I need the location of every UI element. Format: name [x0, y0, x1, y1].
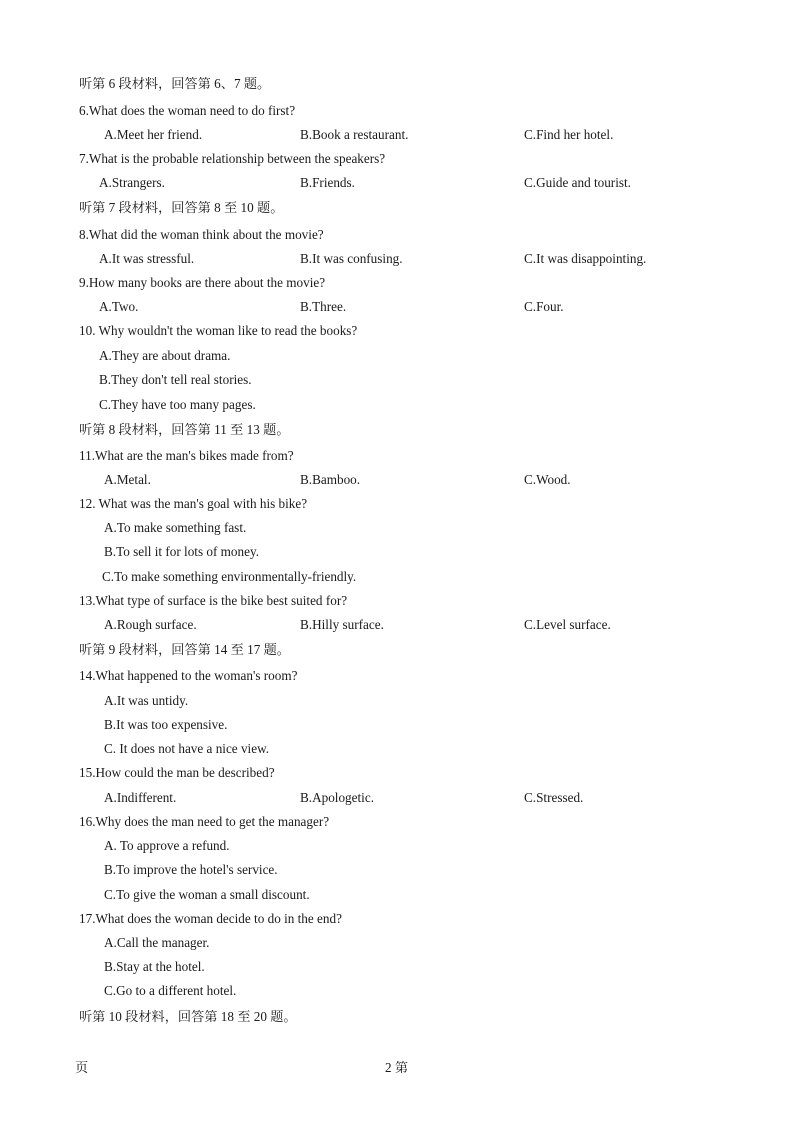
section-heading — [0, 640, 794, 660]
option-b: B.Stay at the hotel. — [104, 959, 205, 974]
option-a: A.Rough surface. — [104, 617, 197, 632]
option-b: B.To improve the hotel's service. — [104, 862, 278, 877]
option-row — [0, 125, 794, 145]
question-stem — [0, 812, 794, 832]
section-heading — [0, 1007, 794, 1027]
question-stem-text: 15.How could the man be described? — [79, 765, 275, 780]
option-a: A.It was untidy. — [104, 693, 189, 708]
option-row — [0, 173, 794, 193]
option-b: B.Hilly surface. — [300, 617, 384, 632]
option-row — [0, 691, 794, 711]
option-c: C.Stressed. — [524, 790, 584, 805]
question-stem — [0, 591, 794, 611]
option-b: B.Friends. — [300, 175, 355, 190]
option-c: C.Four. — [524, 299, 564, 314]
question-stem — [0, 273, 794, 293]
option-row — [0, 346, 794, 366]
option-b: B.It was too expensive. — [104, 717, 228, 732]
option-c: C.Go to a different hotel. — [104, 983, 237, 998]
option-row — [0, 836, 794, 856]
option-a: A.It was stressful. — [99, 251, 195, 266]
question-stem — [0, 101, 794, 121]
section-heading-text: 听第 7 段材料，回答第 8 至 10 题。 — [79, 200, 284, 215]
option-b: B.To sell it for lots of money. — [104, 544, 259, 559]
option-row — [0, 395, 794, 415]
question-stem — [0, 666, 794, 686]
section-heading — [0, 420, 794, 440]
option-a: A.Two. — [99, 299, 139, 314]
option-row — [0, 860, 794, 880]
footer-left-text: 页 — [75, 1060, 89, 1075]
option-row — [0, 542, 794, 562]
option-c: C.Find her hotel. — [524, 127, 614, 142]
option-row — [0, 957, 794, 977]
question-stem — [0, 149, 794, 169]
section-heading — [0, 198, 794, 218]
section-heading-text: 听第 10 段材料，回答第 18 至 20 题。 — [79, 1009, 297, 1024]
option-a: A. To approve a refund. — [104, 838, 230, 853]
question-stem-text: 9.How many books are there about the movie? — [79, 275, 326, 290]
option-a: A.They are about drama. — [99, 348, 231, 363]
footer-page-number: 2 第 — [385, 1060, 409, 1075]
question-stem-text: 11.What are the man's bikes made from? — [79, 448, 294, 463]
option-c: C.Guide and tourist. — [524, 175, 631, 190]
option-b: B.Book a restaurant. — [300, 127, 409, 142]
option-row — [0, 885, 794, 905]
option-c: C.To give the woman a small discount. — [104, 887, 310, 902]
question-stem-text: 8.What did the woman think about the movie? — [79, 227, 324, 242]
question-stem-text: 13.What type of surface is the bike best suited for? — [79, 593, 348, 608]
option-b: B.It was confusing. — [300, 251, 403, 266]
option-row — [0, 249, 794, 269]
section-heading-text: 听第 6 段材料，回答第 6、7 题。 — [79, 76, 271, 91]
question-stem-text: 14.What happened to the woman's room? — [79, 668, 298, 683]
option-row — [0, 715, 794, 735]
question-stem — [0, 446, 794, 466]
question-stem — [0, 494, 794, 514]
option-row — [0, 518, 794, 538]
option-row — [0, 370, 794, 390]
section-heading — [0, 74, 794, 94]
option-row — [0, 933, 794, 953]
option-a: A.Metal. — [104, 472, 151, 487]
section-heading-text: 听第 8 段材料，回答第 11 至 13 题。 — [79, 422, 290, 437]
option-row — [0, 297, 794, 317]
section-heading-text: 听第 9 段材料，回答第 14 至 17 题。 — [79, 642, 290, 657]
question-stem-text: 10. Why wouldn't the woman like to read the books? — [79, 323, 358, 338]
question-stem — [0, 321, 794, 341]
option-a: A.To make something fast. — [104, 520, 247, 535]
option-c: C.It was disappointing. — [524, 251, 647, 266]
option-c: C.Wood. — [524, 472, 571, 487]
option-c: C.Level surface. — [524, 617, 611, 632]
option-b: B.Bamboo. — [300, 472, 361, 487]
question-stem — [0, 909, 794, 929]
question-stem — [0, 763, 794, 783]
option-b: B.Apologetic. — [300, 790, 374, 805]
question-stem-text: 17.What does the woman decide to do in the end? — [79, 911, 342, 926]
option-c: C. It does not have a nice view. — [104, 741, 270, 756]
option-b: B.They don't tell real stories. — [99, 372, 252, 387]
question-stem-text: 12. What was the man's goal with his bike? — [79, 496, 308, 511]
option-row — [0, 567, 794, 587]
option-row — [0, 981, 794, 1001]
question-stem-text: 6.What does the woman need to do first? — [79, 103, 296, 118]
question-stem — [0, 225, 794, 245]
option-c: C.To make something environmentally-friendly. — [102, 569, 357, 584]
option-row — [0, 615, 794, 635]
option-a: A.Strangers. — [99, 175, 165, 190]
question-stem-text: 7.What is the probable relationship between the speakers? — [79, 151, 386, 166]
option-row — [0, 470, 794, 490]
option-row — [0, 788, 794, 808]
option-row — [0, 739, 794, 759]
option-b: B.Three. — [300, 299, 347, 314]
option-a: A.Meet her friend. — [104, 127, 203, 142]
option-a: A.Indifferent. — [104, 790, 177, 805]
option-a: A.Call the manager. — [104, 935, 210, 950]
question-stem-text: 16.Why does the man need to get the manager? — [79, 814, 330, 829]
option-c: C.They have too many pages. — [99, 397, 256, 412]
